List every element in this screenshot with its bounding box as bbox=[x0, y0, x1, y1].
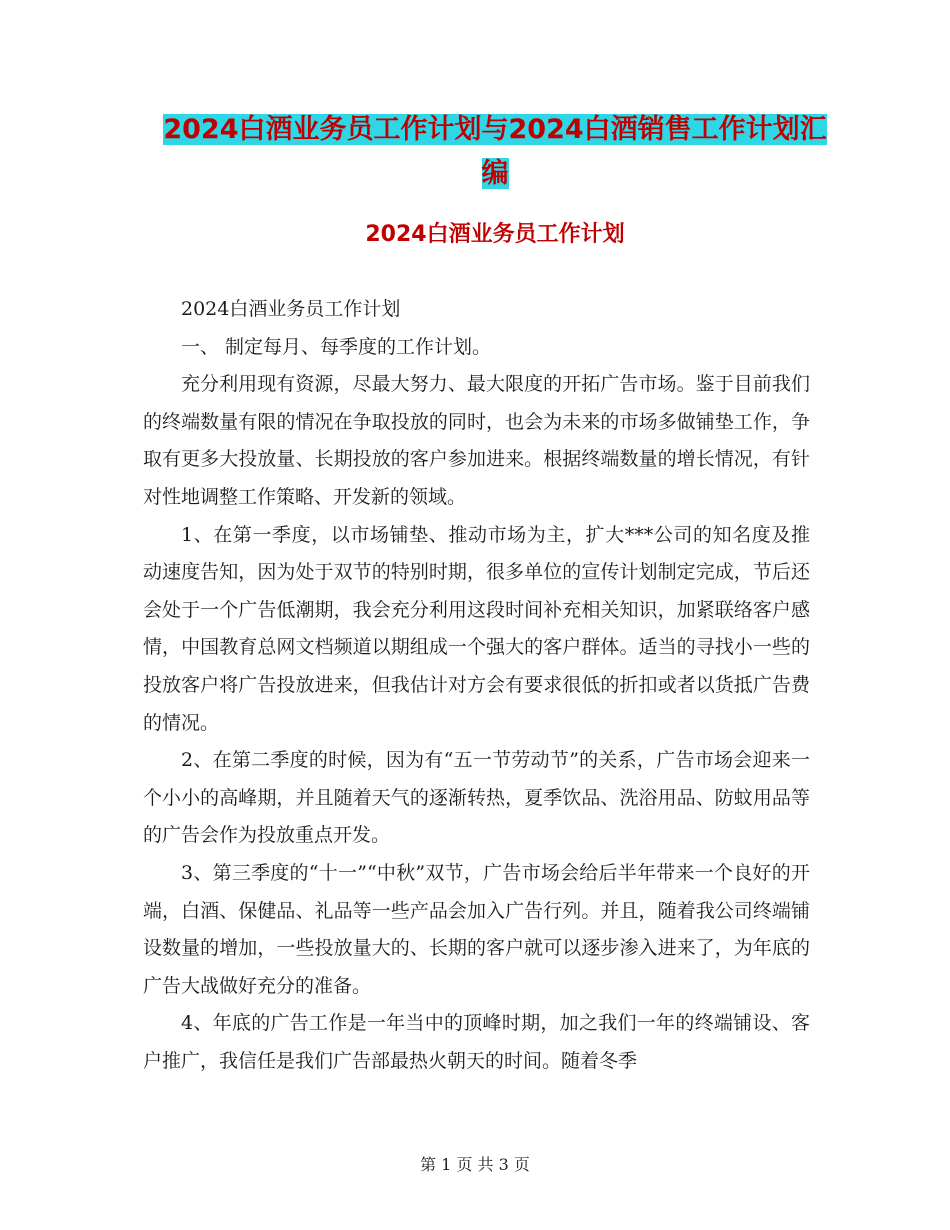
paragraph: 4、年底的广告工作是一年当中的顶峰时期，加之我们一年的终端铺设、客户推广，我信任是我们广告部最热火朝天的时间。随着冬季 bbox=[143, 1012, 810, 1072]
paragraph: 充分利用现有资源，尽最大努力、最大限度的开拓广告市场。鉴于目前我们的终端数量有限的情况在争取投放的同时，也会为未来的市场多做铺垫工作，争取有更多大投放量、长期投放的客户参加进来。根据终端数量的增长情况，有针对性地调整工作策略、开发新的领域。 bbox=[143, 373, 810, 508]
section-heading: 2024白酒业务员工作计划 bbox=[365, 222, 625, 247]
title-line-2: 编 bbox=[481, 158, 509, 189]
paragraph: 一、 制定每月、每季度的工作计划。 bbox=[181, 335, 492, 358]
document-title bbox=[140, 108, 850, 196]
document-body bbox=[143, 291, 810, 1080]
paragraph: 2、在第二季度的时候，因为有“五一节劳动节”的关系，广告市场会迎来一个小小的高峰期，并且随着天气的逐渐转热，夏季饮品、洗浴用品、防蚊用品等的广告会作为投放重点开发。 bbox=[143, 749, 810, 847]
title-line-1: 2024白酒业务员工作计划与2024白酒销售工作计划汇 bbox=[163, 114, 827, 145]
paragraph: 2024白酒业务员工作计划 bbox=[181, 298, 401, 320]
paragraph: 1、在第一季度，以市场铺垫、推动市场为主，扩大***公司的知名度及推动速度告知，因为处于双节的特别时期，很多单位的宣传计划制定完成，节后还会处于一个广告低潮期，我会充分利用这段时间补充相关知识，加紧联络客户感情，中国教育总网文档频道以期组成一个强大的客户群体。适当的寻找小一些的投放客户将广告投放进来，但我估计对方会有要求很低的折扣或者以货抵广告费的情况。 bbox=[143, 523, 810, 734]
paragraph: 3、第三季度的“十一”“中秋”双节，广告市场会给后半年带来一个良好的开端，白酒、保健品、礼品等一些产品会加入广告行列。并且，随着我公司终端铺设数量的增加，一些投放量大的、长期的客户就可以逐步渗入进来了，为年底的广告大战做好充分的准备。 bbox=[143, 861, 810, 997]
page-footer: 第 1 页 共 3 页 bbox=[420, 1155, 530, 1174]
